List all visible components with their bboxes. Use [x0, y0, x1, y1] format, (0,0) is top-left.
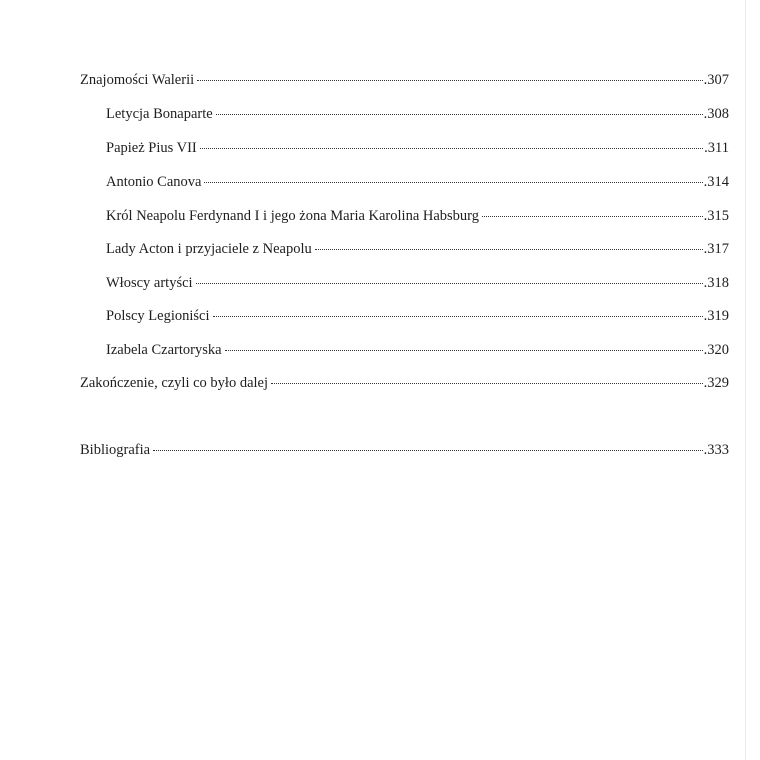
- toc-entry-title: Zakończenie, czyli co było dalej: [80, 375, 269, 391]
- toc-entry-title: Włoscy artyści: [106, 275, 193, 291]
- toc-entry-page: .314: [703, 174, 729, 190]
- toc-entry-page: .318: [703, 275, 729, 291]
- toc-entry-izabela-czartoryska: [106, 340, 729, 360]
- toc-entry-bibliografia: [80, 440, 729, 460]
- toc-entry-krol-neapolu: [106, 206, 729, 226]
- toc-entry-letycja-bonaparte: [106, 104, 729, 124]
- dot-leader: [213, 316, 703, 317]
- toc-entry-page: .333: [703, 442, 729, 458]
- toc-entry-wloscy-artysci: [106, 273, 729, 293]
- toc-entry-page: .311: [704, 140, 729, 156]
- toc-entry-page: .315: [703, 208, 729, 224]
- toc-entry-page: .308: [703, 106, 729, 122]
- dot-leader: [204, 182, 702, 183]
- toc-entry-zakonczenie: [80, 373, 729, 393]
- dot-leader: [271, 383, 703, 384]
- toc-entry-title: Polscy Legioniści: [106, 308, 210, 324]
- toc-entry-znajomosci-walerii: [80, 70, 729, 90]
- toc-entry-polscy-legionisci: [106, 306, 729, 326]
- toc-entry-title: Lady Acton i przyjaciele z Neapolu: [106, 241, 312, 257]
- toc-entry-title: Antonio Canova: [106, 174, 202, 190]
- toc-entry-title: Letycja Bonaparte: [106, 106, 213, 122]
- dot-leader: [200, 148, 703, 149]
- toc-entry-page: .329: [703, 375, 729, 391]
- dot-leader: [216, 114, 703, 115]
- toc-entry-page: .307: [703, 72, 729, 88]
- toc-entry-title: Bibliografia: [80, 442, 151, 458]
- dot-leader: [225, 350, 703, 351]
- toc-entry-page: .317: [703, 241, 729, 257]
- toc-entry-lady-acton: [106, 239, 729, 259]
- dot-leader: [196, 283, 703, 284]
- dot-leader: [482, 216, 703, 217]
- toc-entry-page: .320: [703, 342, 729, 358]
- toc-entry-title: Król Neapolu Ferdynand I i jego żona Maria Karolina Habsburg: [106, 208, 479, 224]
- dot-leader: [153, 450, 703, 451]
- toc-entry-title: Papież Pius VII: [106, 140, 197, 156]
- toc-entry-page: .319: [703, 308, 729, 324]
- toc-entry-antonio-canova: [106, 172, 729, 192]
- dot-leader: [315, 249, 703, 250]
- dot-leader: [197, 80, 702, 81]
- toc-entry-title: Znajomości Walerii: [80, 72, 195, 88]
- toc-entry-papiez-pius-vii: [106, 138, 729, 158]
- toc-entry-title: Izabela Czartoryska: [106, 342, 222, 358]
